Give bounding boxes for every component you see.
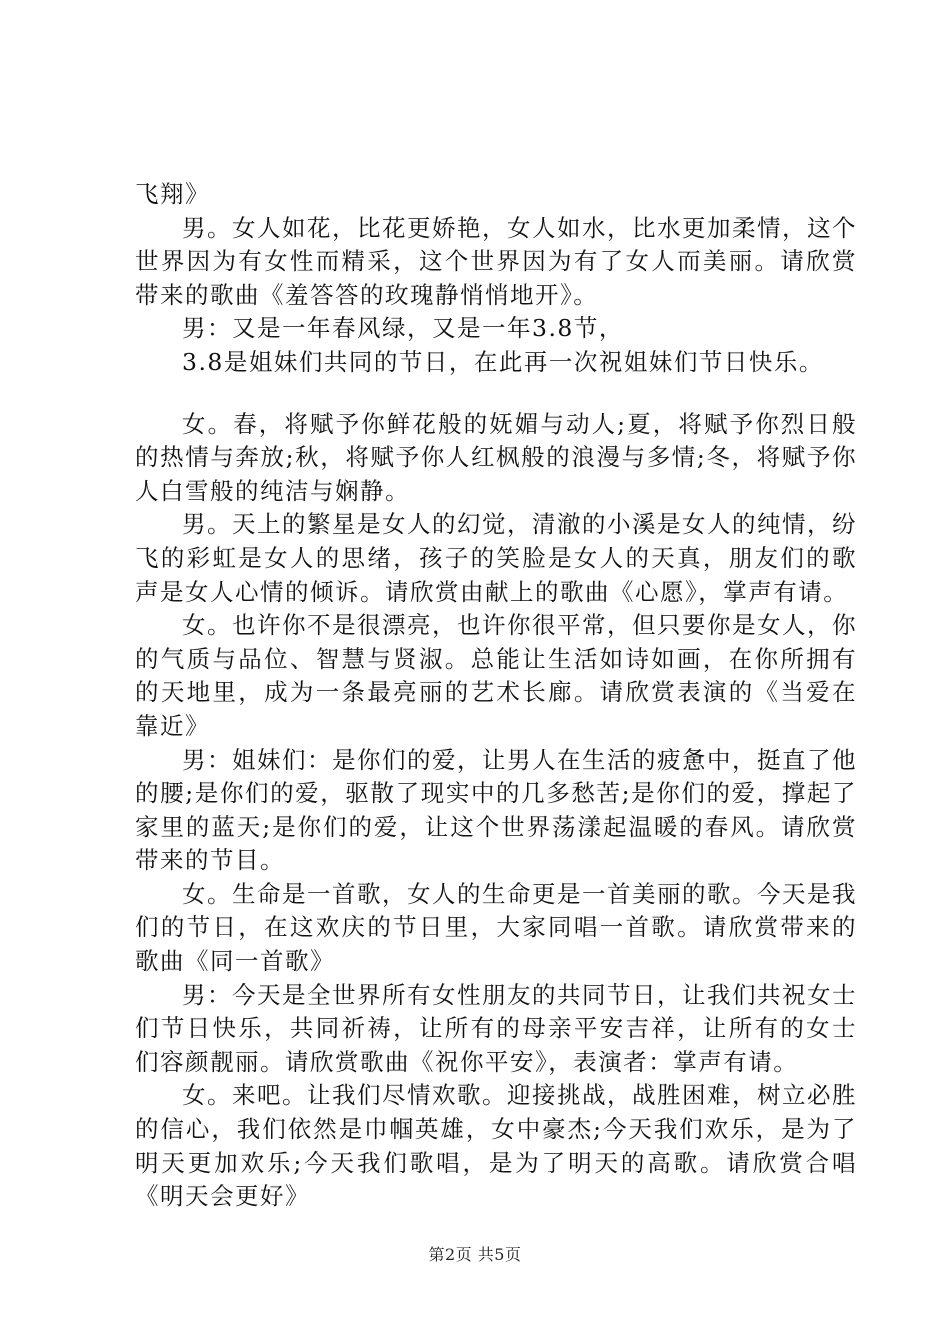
- paragraph-1: 男。女人如花，比花更娇艳，女人如水，比水更加柔情，这个世界因为有女性而精采，这个世界因为有了女人而美丽。请欣赏带来的歌曲《羞答答的玫瑰静悄悄地开》。: [135, 213, 857, 309]
- paragraph-6: 女。也许你不是很漂亮，也许你很平常，但只要你是女人，你的气质与品位、智慧与贤淑。总能让生活如诗如画，在你所拥有的天地里，成为一条最亮丽的艺术长廊。请欣赏表演的《当爱在靠近》: [135, 611, 857, 740]
- paragraph-0: 飞翔》: [135, 180, 210, 208]
- document-body: [135, 178, 857, 1214]
- paragraph-7: 男：姐妹们：是你们的爱，让男人在生活的疲惫中，挺直了他的腰;是你们的爱，驱散了现实中的几多愁苦;是你们的爱，撑起了家里的蓝天;是你们的爱，让这个世界荡漾起温暖的春风。请欣赏带来的节目。: [135, 745, 857, 875]
- paragraph-5: 男。天上的繁星是女人的幻觉，清澈的小溪是女人的纯情，纷飞的彩虹是女人的思绪，孩子的笑脸是女人的天真，朋友们的歌声是女人心情的倾诉。请欣赏由献上的歌曲《心愿》，掌声有请。: [135, 510, 857, 606]
- paragraph-4: 女。春，将赋予你鲜花般的妩媚与动人;夏，将赋予你烈日般的热情与奔放;秋，将赋予你人红枫般的浪漫与多情;冬，将赋予你人白雪般的纯洁与娴静。: [135, 409, 857, 505]
- paragraph-9: 男：今天是全世界所有女性朋友的共同节日，让我们共祝女士们节日快乐，共同祈祷，让所有的母亲平安吉祥，让所有的女士们容颜靓丽。请欣赏歌曲《祝你平安》，表演者：掌声有请。: [135, 980, 857, 1076]
- paragraph-2: 男：又是一年春风绿，又是一年3.8节，: [182, 314, 624, 343]
- paragraph-3: 3.8是姐妹们共同的节日，在此再一次祝姐妹们节日快乐。: [182, 347, 824, 376]
- paragraph-8: 女。生命是一首歌，女人的生命更是一首美丽的歌。今天是我们的节日，在这欢庆的节日里，大家同唱一首歌。请欣赏带来的歌曲《同一首歌》: [135, 879, 857, 976]
- paragraph-10: 女。来吧。让我们尽情欢歌。迎接挑战，战胜困难，树立必胜的信心，我们依然是巾帼英雄，女中豪杰;今天我们欢乐，是为了明天更加欢乐;今天我们歌唱，是为了明天的高歌。请欣赏合唱《明天会更好》: [135, 1081, 857, 1211]
- page-footer: [0, 1242, 950, 1265]
- paragraph-gap: [135, 380, 857, 408]
- page-number-label: 第2页 共5页: [428, 1245, 522, 1264]
